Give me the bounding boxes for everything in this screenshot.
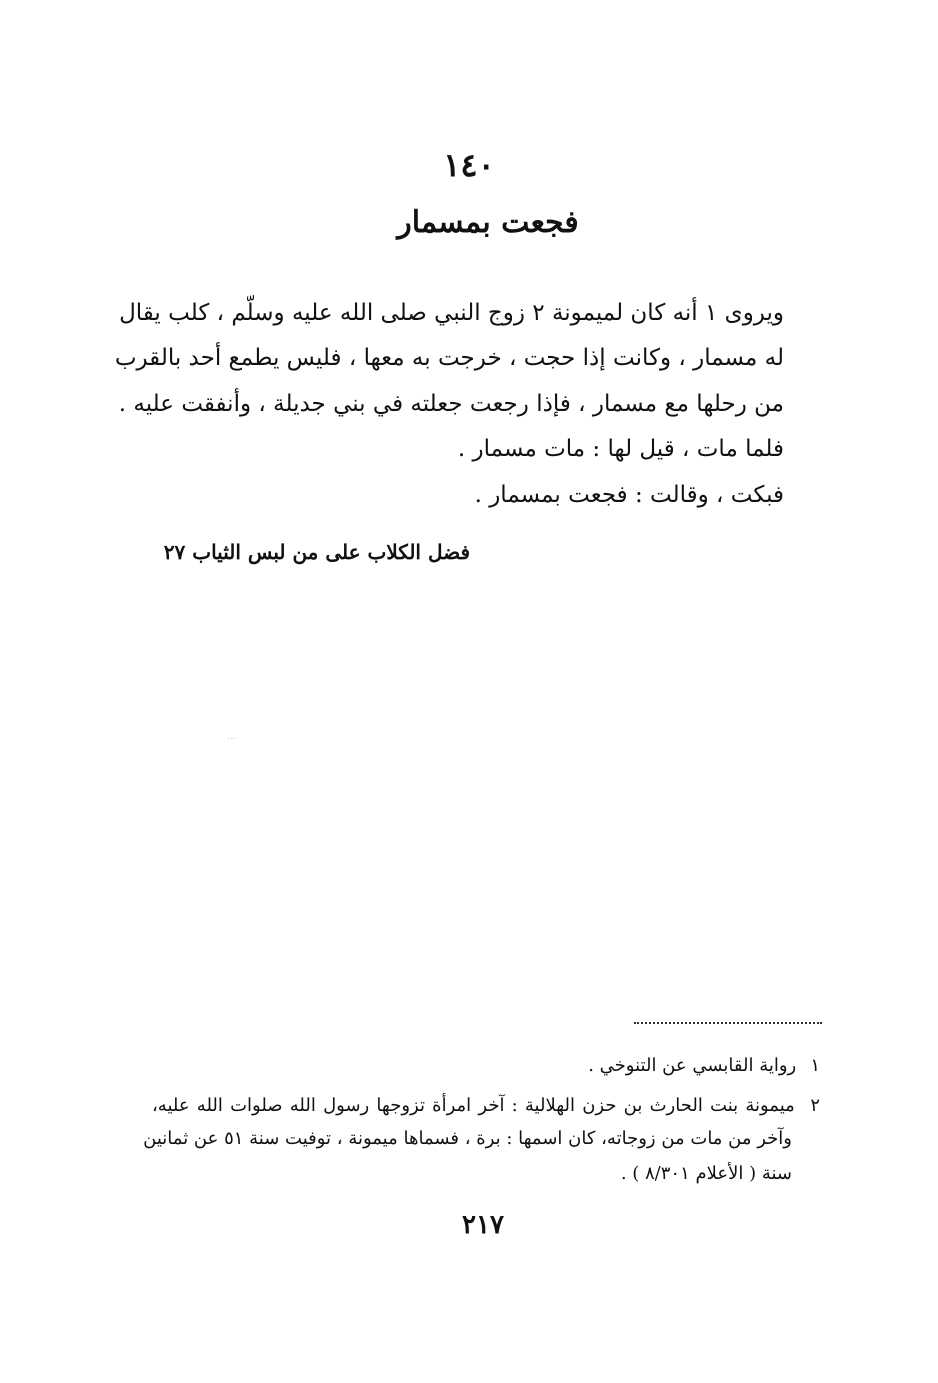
footnote-1 [588,1054,820,1078]
cross-reference: فضل الكلاب على من لبس الثياب ٢٧ [163,540,470,564]
footnote-2-line-3: سنة ( الأعلام ٨/٣٠١ ) . [620,1163,792,1184]
section-title: فجعت بمسمار [397,205,579,240]
footnote-1-line-1: رواية القابسي عن التنوخي . [588,1055,797,1076]
body-line-3: من رحلها مع مسمار ، فإذا رجعت جعلته في بني جديلة ، وأنفقت عليه . [118,391,784,417]
body-line-1: ويروى ١ أنه كان لميمونة ٢ زوج النبي صلى الله عليه وسلّم ، كلب يقال [119,300,784,326]
footnote-2-line-2-row [143,1127,792,1151]
page-number: ٢١٧ [462,1210,504,1240]
stray-mark: ٠٠٠ [227,735,237,742]
footnote-divider [634,1022,822,1024]
footnote-2-line-2: وآخر من مات من زوجاته، كان اسمها : برة ، فسماها ميمونة ، توفيت سنة ٥١ عن ثمانين [143,1128,792,1149]
body-line-4: فلما مات ، قيل لها : مات مسمار . [457,436,784,462]
footnote-2-number: ٢ [810,1095,820,1116]
footnote-1-number: ١ [810,1055,820,1076]
footnote-2-line-3-row [621,1162,792,1186]
footnote-2-line-1-row [152,1094,820,1118]
section-number: ١٤٠ [443,146,495,184]
footnote-2-line-1: ميمونة بنت الحارث بن حزن الهلالية : آخر امرأة تزوجها رسول الله صلوات الله عليه، [152,1095,795,1116]
body-line-2: له مسمار ، وكانت إذا حجت ، خرجت به معها ، فليس يطمع أحد بالقرب [114,345,784,371]
body-line-5: فبكت ، وقالت : فجعت بمسمار . [474,482,784,508]
